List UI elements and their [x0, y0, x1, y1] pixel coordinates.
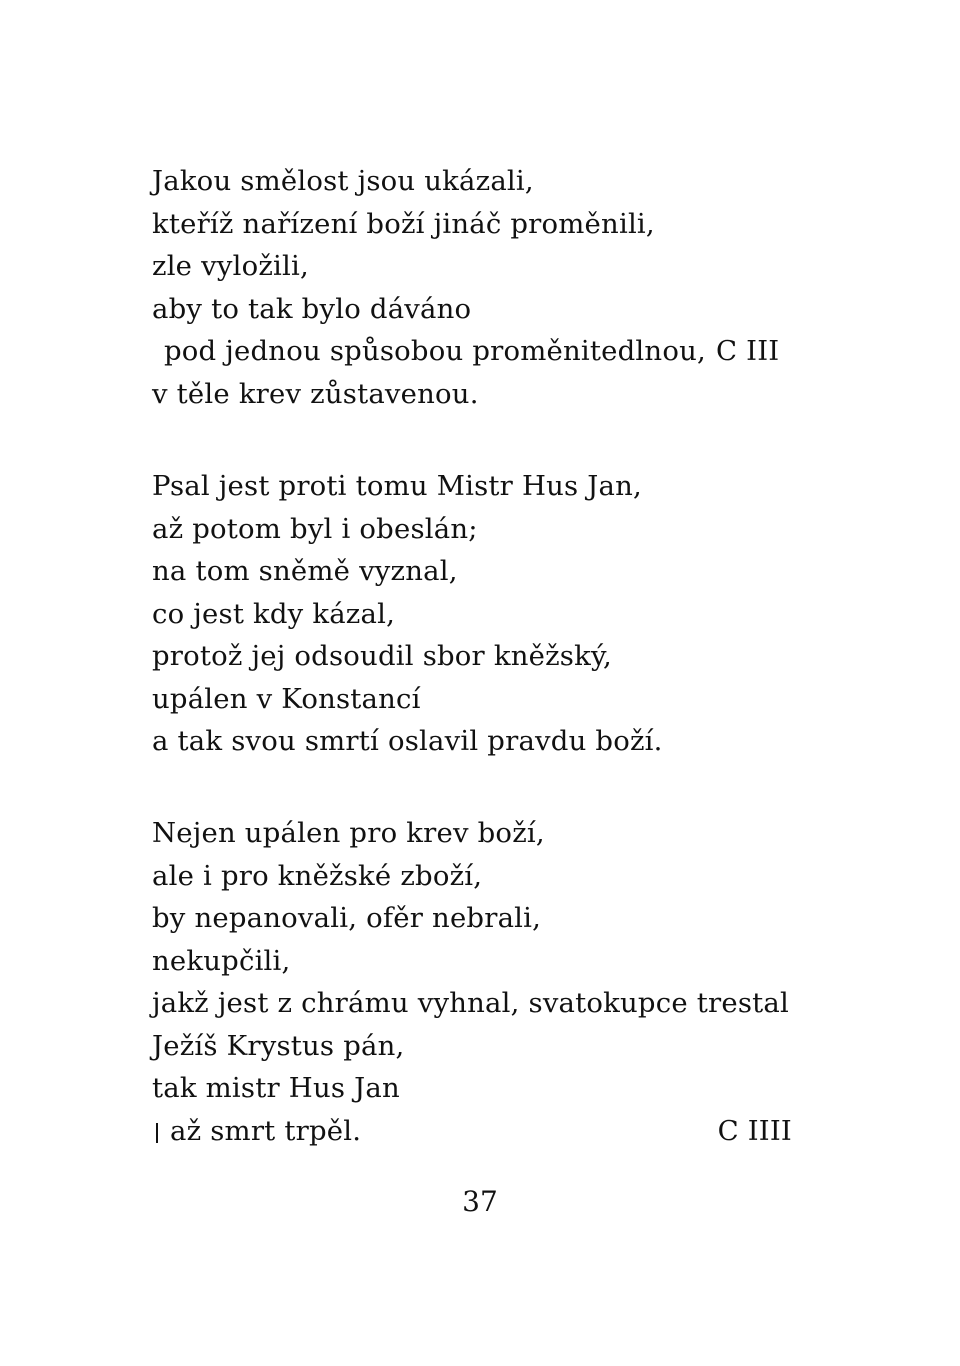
verse-line: protož jej odsoudil sbor kněžský,: [152, 640, 612, 672]
verse-line: kteříž nařízení boží jináč proměnili,: [152, 207, 655, 240]
verse-line: Jakou smělost jsou ukázali,: [152, 165, 534, 197]
signature-mark: C IIII: [717, 1114, 792, 1147]
stanza-2: [152, 465, 792, 763]
verse-line: až smrt trpěl. C IIII: [152, 1110, 792, 1153]
stanza-1: [152, 160, 792, 415]
verse-line: a tak svou smrtí oslavil pravdu boží.: [152, 725, 663, 757]
verse-line: Psal jest proti tomu Mistr Hus Jan,: [152, 470, 642, 502]
page-number: 37: [462, 1185, 498, 1218]
verse-line: nekupčili,: [152, 944, 291, 977]
verse-line: zle vyložili,: [152, 250, 309, 282]
signature-mark: C III: [715, 335, 780, 367]
verse-line: pod jednou spůsobou proměnitedlnou, C III: [164, 335, 780, 367]
verse-line: v těle krev zůstavenou.: [152, 377, 479, 410]
verse-line: Nejen upálen pro krev boží,: [152, 817, 545, 849]
verse-line: až potom byl i obeslán;: [152, 512, 478, 545]
verse-line: aby to tak bylo dáváno: [152, 292, 472, 325]
verse-line: tak mistr Hus Jan: [152, 1072, 400, 1104]
line-break-marker: [152, 1110, 168, 1153]
verse-line: upálen v Konstancí: [152, 682, 421, 715]
verse-line: Ježíš Krystus pán,: [152, 1029, 405, 1062]
verse-line: na tom sněmě vyznal,: [152, 555, 458, 587]
verse-line: by nepanovali, ofěr nebrali,: [152, 902, 542, 934]
verse-line: ale i pro kněžské zboží,: [152, 859, 483, 892]
stanza-3: [152, 812, 792, 1152]
verse-line: co jest kdy kázal,: [152, 597, 396, 630]
verse-line: jakž jest z chrámu vyhnal, svatokupce trestal: [152, 987, 789, 1019]
